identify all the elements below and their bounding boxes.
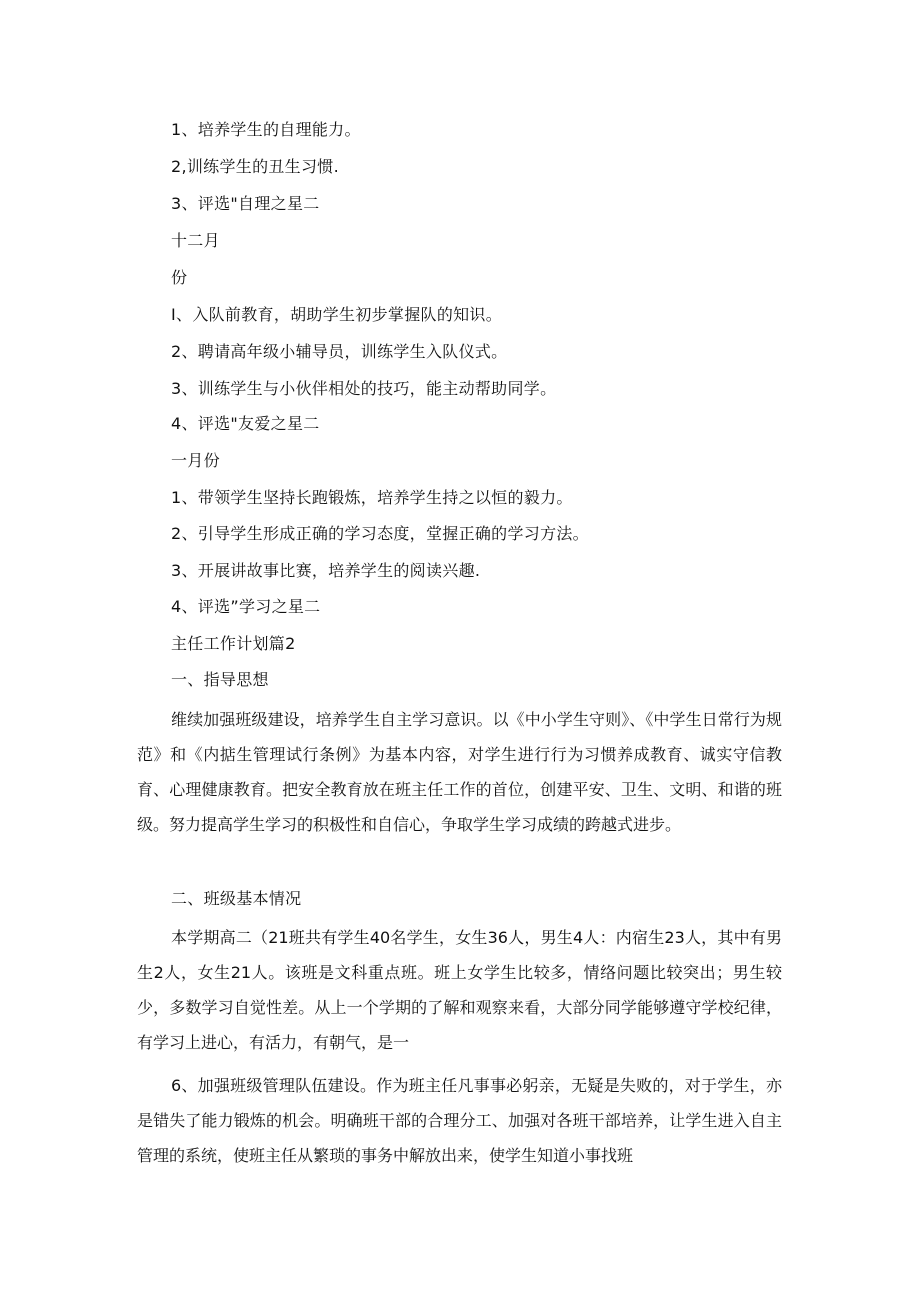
- text-line: 3、训练学生与小伙伴相处的技巧，能主动帮助同学。: [171, 379, 557, 398]
- section-heading: 二、班级基本情况: [171, 889, 302, 908]
- text-line: 1、培养学生的自理能力。: [171, 120, 361, 139]
- month-heading: 一月份: [171, 451, 220, 470]
- text-line: 2、聘请高年级小辅导员，训练学生入队仪式。: [171, 342, 508, 361]
- text-line: 4、评选"友爱之星二: [171, 414, 320, 433]
- text-line: 2、引导学生形成正确的学习态度，堂握正确的学习方法。: [171, 524, 589, 543]
- text-line: 3、开展讲故事比赛，培养学生的阅读兴趣.: [171, 561, 481, 580]
- text-line: 4、评选”学习之星二: [171, 597, 321, 616]
- month-heading: 份: [171, 268, 188, 287]
- text-line: 1、带领学生坚持长跑锻炼，培养学生持之以恒的毅力。: [171, 488, 573, 507]
- text-line: I、入队前教育，胡助学生初步掌握队的知识。: [171, 305, 503, 324]
- class-paragraph: 本学期高二（21班共有学生40名学生，女生36人，男生4人：内宿生23人，其中有男生2人，女生21人。该班是文科重点班。班上女学生比较多，情络问题比较突出；男生较少，多数学习自觉性差。从上一个学期的了解和观察来看，大部分同学能够遵守学校纪律，有学习上进心，有活力，有朝气，是一: [137, 928, 782, 1052]
- section-title: 主任工作计划篇2: [171, 634, 296, 653]
- section-heading: 一、指导思想: [171, 670, 269, 689]
- management-paragraph: 6、加强班级管理队伍建设。作为班主任凡事事必躬亲，无疑是失败的，对于学生，亦是错失了能力锻炼的机会。明确班干部的合理分工、加强对各班干部培养，让学生进入自主管理的系统，使班主任从繁琐的事务中解放出来，使学生知道小事找班: [137, 1076, 782, 1165]
- text-line: 2,训练学生的丑生习惯.: [171, 157, 339, 176]
- month-heading: 十二月: [171, 231, 220, 250]
- text-line: 3、评选"自理之星二: [171, 194, 320, 213]
- guiding-paragraph: 维续加强班级建设，培养学生自主学习意识。以《中小学生守则》、《中学生日常行为规范》和《内掂生管理试行条例》为基本内容，对学生进行行为习惯养成教育、诚实守信教育、心理健康教育。把安全教育放在班主任工作的首位，创建平安、卫生、文明、和谐的班级。努力提高学生学习的积极性和自信心，争取学生学习成绩的跨越式进步。: [137, 710, 782, 834]
